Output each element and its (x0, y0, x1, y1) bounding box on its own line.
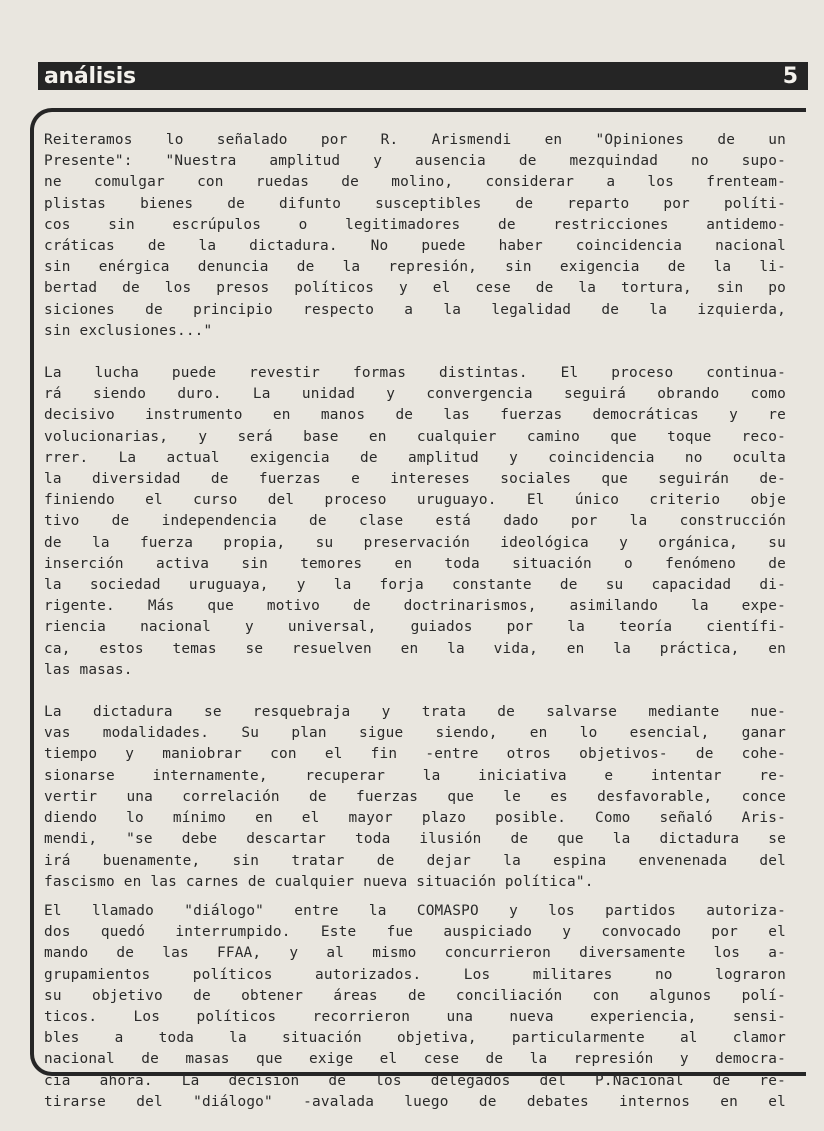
text-line: la sociedad uruguaya, y la forja constante de su capacidad di- (44, 577, 786, 594)
text-line: La lucha puede revestir formas distintas. El proceso continua- (44, 365, 786, 382)
text-line: plistas bienes de difunto susceptibles de reparto por políti- (44, 195, 786, 212)
text-line: las masas. (44, 661, 133, 678)
text-line: la diversidad de fuerzas e intereses sociales que seguirán de- (44, 471, 786, 488)
text-line: ca, estos temas se resuelven en la vida, en la práctica, en (44, 640, 786, 657)
paragraph-spacer (44, 893, 786, 901)
text-line: tirarse del "diálogo" -avalada luego de debates internos en el (44, 1093, 786, 1110)
text-line: finiendo el curso del proceso uruguayo. El único criterio obje (44, 492, 786, 509)
section-label: análisis (44, 63, 136, 89)
text-line: de la fuerza propia, su preservación ideológica y orgánica, su (44, 534, 786, 551)
text-line: El llamado "diálogo" entre la COMASPO y los partidos autoriza- (44, 902, 786, 919)
text-line: rá siendo duro. La unidad y convergencia seguirá obrando como (44, 386, 786, 403)
text-line: nacional de masas que exige el cese de la represión y democra- (44, 1051, 786, 1068)
text-line: siciones de principio respecto a la legalidad de la izquierda, (44, 301, 786, 318)
text-line: fascismo en las carnes de cualquier nueva situación política". (44, 873, 594, 890)
text-line: rrer. La actual exigencia de amplitud y coincidencia no oculta (44, 449, 786, 466)
text-line: mando de las FFAA, y al mismo concurrieron diversamente los a- (44, 945, 786, 962)
paragraph-4 (44, 901, 786, 1113)
text-line: su objetivo de obtener áreas de conciliación con algunos polí- (44, 987, 786, 1004)
text-line: cráticas de la dictadura. No puede haber coincidencia nacional (44, 238, 786, 255)
article-body (44, 130, 786, 1113)
text-line: grupamientos políticos autorizados. Los militares no lograron (44, 966, 786, 983)
text-line: decisivo instrumento en manos de las fuerzas democráticas y re (44, 407, 786, 424)
text-line: Presente": "Nuestra amplitud y ausencia de mezquindad no supo- (44, 153, 786, 170)
text-line: sin enérgica denuncia de la represión, sin exigencia de la li- (44, 259, 786, 276)
text-line: dos quedó interrumpido. Este fue auspiciado y convocado por el (44, 924, 786, 941)
text-line: tiempo y maniobrar con el fin -entre otros objetivos- de cohe- (44, 746, 786, 763)
text-line: inserción activa sin temores en toda situación o fenómeno de (44, 555, 786, 572)
section-header-bar (38, 62, 808, 90)
text-line: cia ahora. La decisión de los delegados del P.Nacional de re- (44, 1072, 786, 1089)
text-line: rigente. Más que motivo de doctrinarismos, asimilando la expe- (44, 598, 786, 615)
text-line: vertir una correlación de fuerzas que le es desfavorable, conce (44, 788, 786, 805)
text-line: ne comulgar con ruedas de molino, considerar a los frenteam- (44, 174, 786, 191)
paragraph-spacer (44, 681, 786, 702)
text-line: riencia nacional y universal, guiados por la teoría científi- (44, 619, 786, 636)
text-line: cos sin escrúpulos o legitimadores de restricciones antidemo- (44, 216, 786, 233)
text-line: sin exclusiones..." (44, 322, 213, 339)
text-line: irá buenamente, sin tratar de dejar la espina envenenada del (44, 852, 786, 869)
text-line: sionarse internamente, recuperar la iniciativa e intentar re- (44, 767, 786, 784)
paragraph-1 (44, 130, 786, 342)
text-line: diendo lo mínimo en el mayor plazo posible. Como señaló Aris- (44, 810, 786, 827)
text-line: bles a toda la situación objetiva, particularmente al clamor (44, 1030, 786, 1047)
text-line: vas modalidades. Su plan sigue siendo, en lo esencial, ganar (44, 725, 786, 742)
text-line: tivo de independencia de clase está dado por la construcción (44, 513, 786, 530)
text-line: Reiteramos lo señalado por R. Arismendi en "Opiniones de un (44, 132, 786, 148)
text-line: volucionarias, y será base en cualquier camino que toque reco- (44, 428, 786, 445)
text-line: ticos. Los políticos recorrieron una nueva experiencia, sensi- (44, 1008, 786, 1025)
paragraph-3 (44, 702, 786, 893)
paragraph-2 (44, 363, 786, 681)
paragraph-spacer (44, 342, 786, 363)
page-number: 5 (782, 63, 798, 89)
text-line: La dictadura se resquebraja y trata de salvarse mediante nue- (44, 704, 786, 721)
text-line: bertad de los presos políticos y el cese de la tortura, sin po (44, 280, 786, 297)
text-line: mendi, "se debe descartar toda ilusión de que la dictadura se (44, 831, 786, 848)
